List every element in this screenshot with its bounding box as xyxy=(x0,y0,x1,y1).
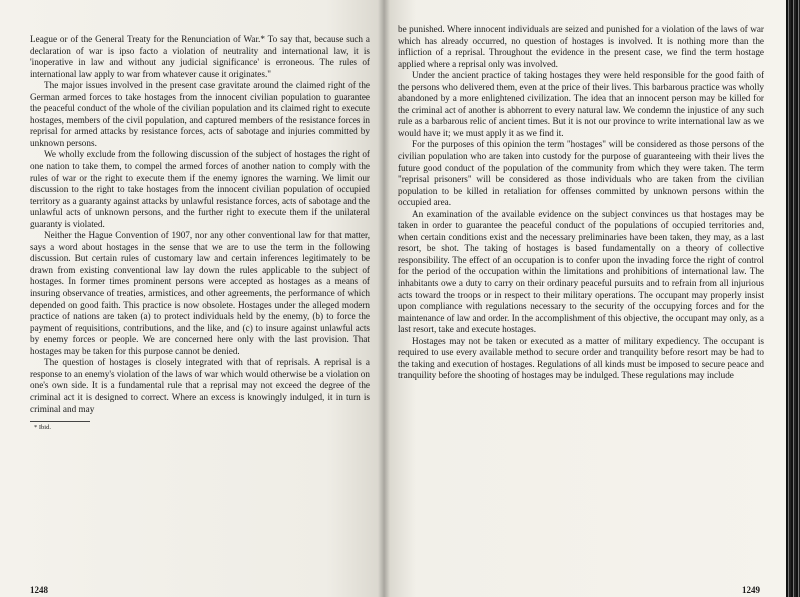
paragraph: For the purposes of this opinion the term "hostages" will be considered as those persons of the civilian population who are taken into custody for the purpose of guaranteeing with their lives the future good conduct of the population of the community from which they were taken. The term "reprisal prisoners" will be considered as those individuals who are taken from the civilian population to be killed in retaliation for offenses committed by unknown persons within the occupied area. xyxy=(398,139,764,208)
paragraph: We wholly exclude from the following discussion of the subject of hostages the right of one nation to take them, to compel the armed forces of another nation to comply with the rules of war or the right to execute them if the enemy ignores the warning. We limit our discussion to the right to take hostages from the innocent civilian population of occupied territory as a guaranty against attacks by unlawful resistance forces, acts of sabotage and the unlawful acts of unknown persons, and the further right to execute them if the unilateral guaranty is violated. xyxy=(30,149,370,229)
left-page-text xyxy=(30,34,370,432)
paragraph: The question of hostages is closely integrated with that of reprisals. A reprisal is a response to an enemy's violation of the laws of war which would otherwise be a violation on one's own side. It is a fundamental rule that a reprisal may not exceed the degree of the criminal act it is designed to correct. Where an excess is knowingly indulged, it in turn is criminal and may xyxy=(30,357,370,414)
page-edge-stack xyxy=(786,0,800,597)
book-gutter xyxy=(378,0,390,597)
paragraph: Hostages may not be taken or executed as a matter of military expediency. The occupant is required to use every available method to secure order and tranquility before resort may be had to the taking and execution of hostages. Regulations of all kinds must be imposed to secure peace and tranquility before the shooting of hostages may be indulged. These regulations may include xyxy=(398,335,764,381)
paragraph: Under the ancient practice of taking hostages they were held responsible for the good faith of the persons who delivered them, even at the price of their lives. This barbarous practice was wholly abandoned by a more enlightened civilization. The idea that an innocent person may be killed for the criminal act of another is abhorrent to every natural law. We condemn the injustice of any such rule as a barbarous relic of ancient times. But it is not our province to write international law as we would have it; we must apply it as we find it. xyxy=(398,70,764,138)
footnote: * Ibid. xyxy=(34,424,51,432)
right-page-text xyxy=(398,24,764,382)
left-page xyxy=(0,0,384,597)
right-page xyxy=(384,0,786,597)
page-number-right: 1249 xyxy=(742,585,760,595)
paragraph: Neither the Hague Convention of 1907, nor any other conventional law for that matter, says a word about hostages in the sense that we are to use the term in the following discussion. But certain rules of customary law and certain inferences legitimately to be drawn from existing conventional law lay down the rules applicable to the subject of hostages. In former times prominent persons were accepted as hostages as a means of insuring observance of treaties, armistices, and other agreements, the performance of which depended on good faith. This practice is now obsolete. Hostages under the alleged modern practice of nations are taken (a) to protect individuals held by the enemy, (b) to force the payment of requisitions, contributions, and the like, and (c) to insure against unlawful acts by enemy forces or people. We are concerned here only with the last provision. That hostages may be taken for this purpose cannot be denied. xyxy=(30,230,370,356)
paragraph: The major issues involved in the present case gravitate around the claimed right of the German armed forces to take hostages from the innocent civilian population to guarantee the peaceful conduct of the whole of the civilian population and its claimed right to execute hostages, members of the civil population, and captured members of the resistance forces in reprisal for armed attacks by resistance forces, acts of sabotage and injuries committed by unknown persons. xyxy=(30,80,370,148)
paragraph: be punished. Where innocent individuals are seized and punished for a violation of the laws of war which has already occurred, no question of hostages is involved. It is nothing more than the infliction of a reprisal. Throughout the evidence in the present case, we find the term hostage applied where a reprisal only was involved. xyxy=(398,24,764,69)
paragraph: League or of the General Treaty for the Renunciation of War.* To say that, because such a declaration of war is ipso facto a violation of neutrality and international law, it is 'inoperative in law and without any judicial significance' is erroneous. The rules of international law apply to war from whatever cause it originates." xyxy=(30,34,370,79)
paragraph: An examination of the available evidence on the subject convinces us that hostages may be taken in order to guarantee the peaceful conduct of the populations of occupied territories and, when certain conditions exist and the necessary preliminaries have been taken, they may, as a last resort, be shot. The taking of hostages is based fundamentally on a theory of collective responsibility. The effect of an occupation is to confer upon the invading force the right of control for the period of the occupation within the limitations and prohibitions of international law. The inhabitants owe a duty to carry on their ordinary peaceful pursuits and to refrain from all injurious acts toward the troops or in respect to their military operations. The occupant may properly insist upon compliance with regulations necessary to the security of the occupying forces and for the maintenance of law and order. In the accomplishment of this objective, the occupant may only, as a last resort, take and execute hostages. xyxy=(398,208,764,335)
footnote-divider xyxy=(30,421,90,422)
page-number-left: 1248 xyxy=(30,585,48,595)
